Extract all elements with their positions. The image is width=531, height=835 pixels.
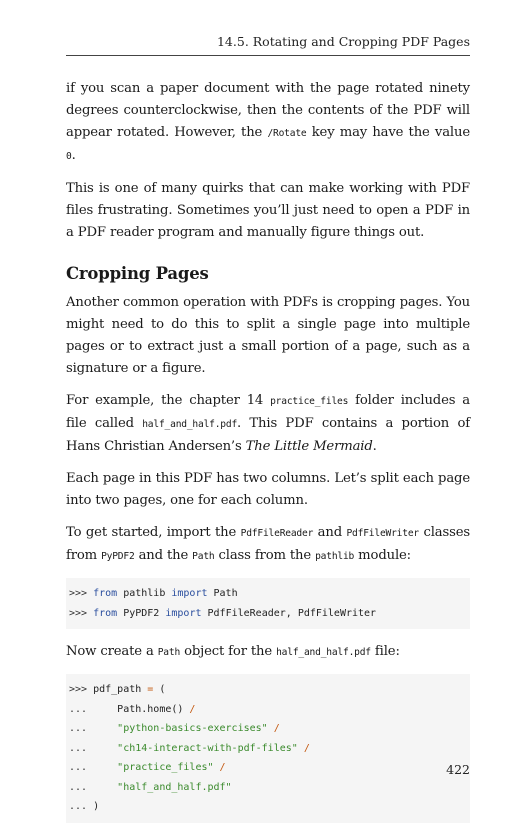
code-line: ... "half_and_half.pdf" (69, 781, 232, 793)
inline-code: /Rotate (267, 128, 307, 139)
page-number: 422 (446, 762, 470, 777)
section-heading: Cropping Pages (66, 264, 209, 283)
paragraph-create-path (66, 641, 470, 664)
text-run: To get started, import the (66, 525, 241, 540)
text-run: For example, the chapter 14 (66, 393, 271, 408)
code-line: >>> from PyPDF2 import PdfFileReader, PdfFileWriter (69, 607, 377, 619)
running-head: 14.5. Rotating and Cropping PDF Pages (216, 34, 470, 49)
code-line: ... "practice_files" / (69, 762, 226, 773)
text-run: Now create a (66, 644, 158, 659)
inline-code: Path (157, 647, 181, 658)
inline-code: PdfFileReader (240, 528, 314, 539)
text-run: . This PDF contains a portion of Hans Christian Andersen’s (66, 416, 470, 454)
text-run: module: (354, 548, 411, 563)
code-line: ... Path.home() / (69, 703, 196, 715)
text-run: . (71, 148, 76, 163)
code-line: ... "ch14-interact-with-pdf-files" / (69, 742, 310, 754)
inline-code: Path (192, 551, 215, 562)
header-rule (66, 55, 470, 56)
text-run: file: (370, 644, 400, 659)
code-block-path (66, 674, 470, 823)
inline-code: practice_files (270, 396, 349, 407)
book-page (66, 0, 470, 812)
text-run: object for the (180, 644, 277, 659)
paragraph-rotate-continued (66, 78, 470, 168)
text-run: if you scan a paper document with the page rotated ninety degrees counterclockwise, then the contents of the PDF will appear rotated. However, the (66, 81, 470, 140)
text-run: class from the (214, 548, 316, 563)
inline-code: half_and_half.pdf (276, 647, 371, 658)
inline-code: half_and_half.pdf (142, 419, 238, 430)
paragraph-imports (66, 522, 470, 568)
paragraph-cropping-intro: Another common operation with PDFs is cropping pages. You might need to do this to split a single page into multiple pages or to extract just a small portion of a page, such as a signature or a figure. (66, 295, 470, 376)
inline-code: PdfFileWriter (346, 528, 419, 539)
text-run: and (313, 525, 347, 540)
code-line: >>> from pathlib import Path (69, 588, 238, 599)
inline-code: pathlib (315, 551, 355, 562)
text-run: and the (134, 548, 193, 563)
paragraph-example-file (66, 390, 470, 458)
text-run: folder includes a file called (66, 393, 470, 431)
text-run: . (372, 439, 377, 454)
paragraph-two-columns: Each page in this PDF has two columns. Let’s split each page into two pages, one for each column. (66, 471, 470, 508)
code-line: ... "python-basics-exercises" / (69, 723, 280, 734)
book-title: The Little Mermaid (245, 439, 373, 454)
code-line: ... ) (69, 801, 100, 812)
body-text (66, 78, 470, 835)
text-run: key may have the value (306, 125, 470, 140)
text-run: classes from (66, 525, 470, 563)
inline-code: PyPDF2 (101, 551, 135, 562)
code-line: >>> pdf_path = ( (69, 684, 166, 695)
paragraph-quirks: This is one of many quirks that can make working with PDF files frustrating. Sometimes you’ll just need to open a PDF in a PDF reader program and manually figure things out. (66, 181, 470, 240)
inline-code: 0 (66, 151, 72, 162)
code-block-imports (66, 578, 470, 629)
